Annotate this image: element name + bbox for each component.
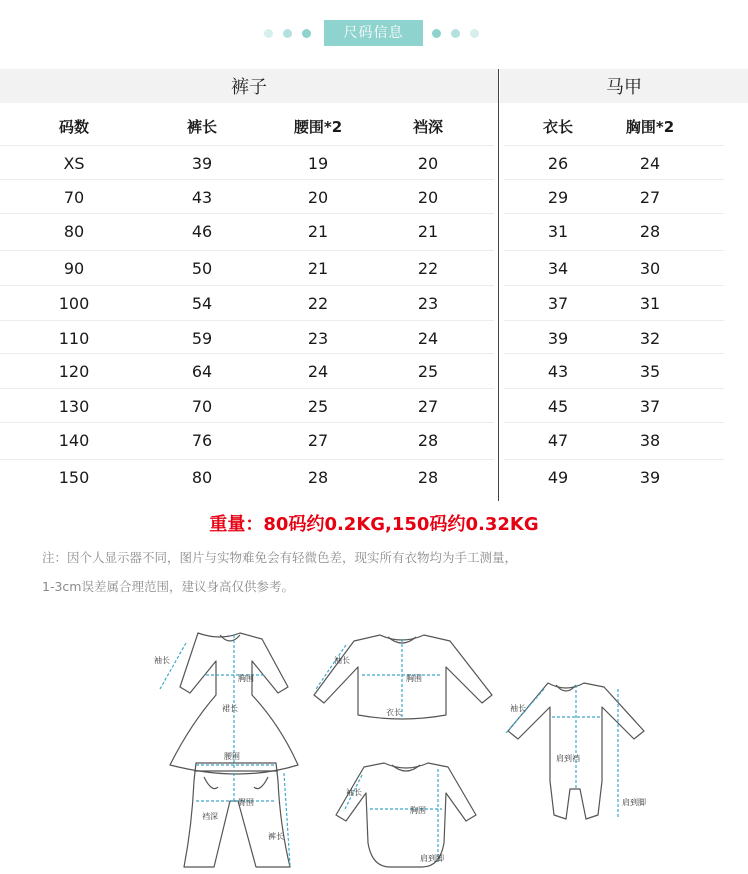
column-header-size: 码数 xyxy=(58,118,89,136)
column-header-crotch-depth: 裆深 xyxy=(412,118,443,136)
disclaimer-line-2: 1-3cm误差属合理范围，建议身高仅供参考。 xyxy=(42,579,294,594)
table-cell-pants-length: 70 xyxy=(191,397,213,416)
table-cell-chest: 31 xyxy=(639,294,661,313)
row-separator xyxy=(0,213,494,214)
group-header-pants: 裤子 xyxy=(0,69,498,103)
label-chest-top: 胸围 xyxy=(406,674,422,683)
table-cell-crotch-depth: 22 xyxy=(417,259,439,278)
row-separator xyxy=(504,459,724,460)
row-separator xyxy=(0,422,494,423)
label-sleeve-bodysuit: 袖长 xyxy=(346,788,362,797)
label-pants-length: 裤长 xyxy=(268,832,284,841)
table-cell-crotch-depth: 20 xyxy=(417,188,439,207)
row-separator xyxy=(0,145,494,146)
table-cell-garment-length: 45 xyxy=(547,397,569,416)
row-separator xyxy=(0,179,494,180)
decor-dot xyxy=(451,29,460,38)
table-cell-crotch-depth: 23 xyxy=(417,294,439,313)
row-separator xyxy=(504,145,724,146)
table-cell-waist: 27 xyxy=(307,431,329,450)
table-cell-size: XS xyxy=(63,154,85,173)
table-cell-size: 140 xyxy=(58,431,90,450)
table-cell-waist: 19 xyxy=(307,154,329,173)
table-cell-waist: 24 xyxy=(307,362,329,381)
label-hip: 臀围 xyxy=(238,798,254,807)
table-cell-waist: 23 xyxy=(307,329,329,348)
decor-dot xyxy=(432,29,441,38)
column-header-chest: 胸围*2 xyxy=(625,118,675,136)
table-cell-garment-length: 47 xyxy=(547,431,569,450)
label-shoulder-to-foot-bodysuit: 肩到脚 xyxy=(420,854,444,863)
table-divider xyxy=(498,69,499,501)
table-cell-pants-length: 46 xyxy=(191,222,213,241)
table-cell-chest: 32 xyxy=(639,329,661,348)
row-separator xyxy=(504,285,724,286)
row-separator xyxy=(504,388,724,389)
table-cell-garment-length: 31 xyxy=(547,222,569,241)
table-cell-size: 70 xyxy=(63,188,85,207)
table-cell-pants-length: 80 xyxy=(191,468,213,487)
measurement-diagram xyxy=(140,605,660,873)
table-cell-pants-length: 43 xyxy=(191,188,213,207)
table-cell-waist: 21 xyxy=(307,222,329,241)
decor-dot xyxy=(302,29,311,38)
bodysuit-illustration xyxy=(336,763,476,867)
table-cell-garment-length: 37 xyxy=(547,294,569,313)
table-cell-chest: 27 xyxy=(639,188,661,207)
row-separator xyxy=(0,353,494,354)
group-header-vest: 马甲 xyxy=(500,69,748,103)
row-separator xyxy=(0,250,494,251)
label-skirt-length: 裙长 xyxy=(222,704,238,713)
pants-illustration xyxy=(184,763,290,867)
row-separator xyxy=(0,459,494,460)
table-cell-waist: 22 xyxy=(307,294,329,313)
table-cell-crotch-depth: 21 xyxy=(417,222,439,241)
label-crotch-depth: 裆深 xyxy=(202,812,218,821)
table-cell-garment-length: 34 xyxy=(547,259,569,278)
table-cell-chest: 35 xyxy=(639,362,661,381)
table-cell-waist: 28 xyxy=(307,468,329,487)
decor-dot xyxy=(470,29,479,38)
table-cell-chest: 28 xyxy=(639,222,661,241)
label-waist: 腰围 xyxy=(224,752,240,761)
table-cell-pants-length: 54 xyxy=(191,294,213,313)
label-chest-bodysuit: 胸围 xyxy=(410,806,426,815)
table-cell-garment-length: 49 xyxy=(547,468,569,487)
table-cell-size: 150 xyxy=(58,468,90,487)
decor-dot xyxy=(283,29,292,38)
column-header-pants-length: 裤长 xyxy=(186,118,217,136)
table-cell-crotch-depth: 20 xyxy=(417,154,439,173)
row-separator xyxy=(504,320,724,321)
table-cell-garment-length: 39 xyxy=(547,329,569,348)
label-sleeve-romper: 袖长 xyxy=(510,704,526,713)
row-separator xyxy=(504,250,724,251)
label-chest-dress: 胸围 xyxy=(238,674,254,683)
table-cell-size: 100 xyxy=(58,294,90,313)
label-sleeve-dress: 袖长 xyxy=(154,656,170,665)
row-separator xyxy=(0,285,494,286)
top-illustration xyxy=(314,635,492,719)
table-cell-crotch-depth: 28 xyxy=(417,431,439,450)
row-separator xyxy=(504,353,724,354)
label-shoulder-to-foot: 肩到脚 xyxy=(622,798,646,807)
table-cell-waist: 20 xyxy=(307,188,329,207)
table-cell-chest: 39 xyxy=(639,468,661,487)
size-table xyxy=(0,69,748,501)
row-separator xyxy=(0,388,494,389)
table-cell-pants-length: 64 xyxy=(191,362,213,381)
section-title: 尺码信息 xyxy=(324,20,423,46)
table-cell-chest: 24 xyxy=(639,154,661,173)
table-cell-pants-length: 76 xyxy=(191,431,213,450)
table-cell-crotch-depth: 24 xyxy=(417,329,439,348)
label-shoulder-to-crotch: 肩到裆 xyxy=(556,754,580,763)
weight-note: 重量：80码约0.2KG,150码约0.32KG xyxy=(209,514,539,535)
table-cell-chest: 30 xyxy=(639,259,661,278)
row-separator xyxy=(504,213,724,214)
section-title-bar xyxy=(0,20,748,46)
label-garment-length: 衣长 xyxy=(386,708,402,717)
table-cell-garment-length: 29 xyxy=(547,188,569,207)
decor-dot xyxy=(264,29,273,38)
column-header-garment-length: 衣长 xyxy=(542,118,573,136)
table-cell-size: 90 xyxy=(63,259,85,278)
row-separator xyxy=(504,422,724,423)
table-cell-chest: 37 xyxy=(639,397,661,416)
table-cell-chest: 38 xyxy=(639,431,661,450)
table-cell-garment-length: 43 xyxy=(547,362,569,381)
row-separator xyxy=(0,320,494,321)
table-cell-pants-length: 59 xyxy=(191,329,213,348)
table-cell-size: 130 xyxy=(58,397,90,416)
table-cell-size: 120 xyxy=(58,362,90,381)
label-sleeve-top: 袖长 xyxy=(334,656,350,665)
table-cell-size: 110 xyxy=(58,329,90,348)
disclaimer-line-1: 注：因个人显示器不同，图片与实物难免会有轻微色差，现实所有衣物均为手工测量， xyxy=(42,550,518,565)
table-cell-pants-length: 39 xyxy=(191,154,213,173)
column-header-waist: 腰围*2 xyxy=(293,118,343,136)
table-cell-pants-length: 50 xyxy=(191,259,213,278)
table-cell-crotch-depth: 27 xyxy=(417,397,439,416)
row-separator xyxy=(504,179,724,180)
table-cell-waist: 25 xyxy=(307,397,329,416)
table-cell-crotch-depth: 25 xyxy=(417,362,439,381)
table-cell-garment-length: 26 xyxy=(547,154,569,173)
table-cell-waist: 21 xyxy=(307,259,329,278)
table-cell-crotch-depth: 28 xyxy=(417,468,439,487)
table-cell-size: 80 xyxy=(63,222,85,241)
